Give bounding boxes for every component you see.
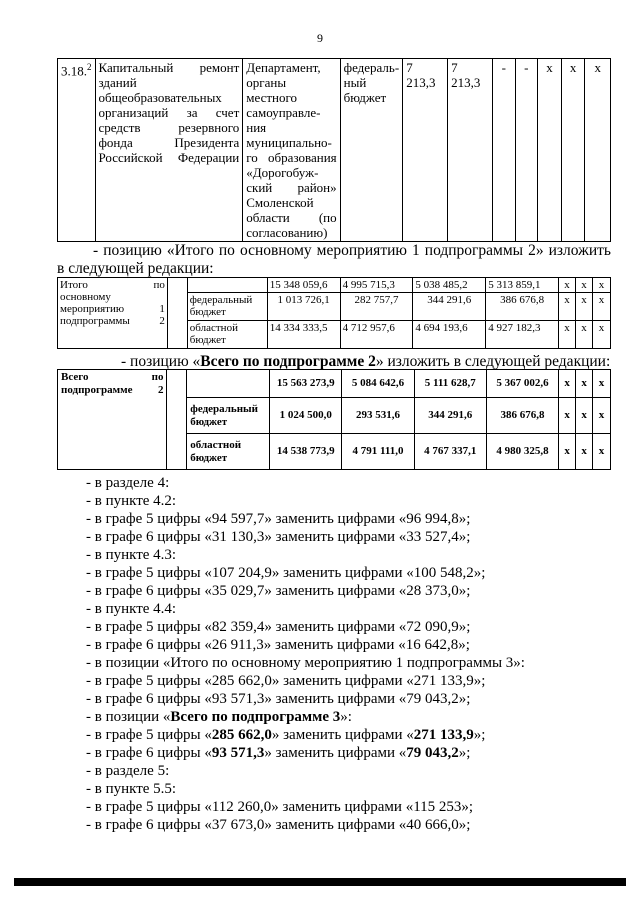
x-cell: x <box>592 293 610 321</box>
x-cell: x <box>561 59 585 242</box>
x-cell: x <box>576 370 593 398</box>
source-cell: областной бюджет <box>187 434 270 470</box>
cell-line: области (по <box>246 210 337 225</box>
cell-line: федераль- <box>343 60 400 75</box>
cell-line: Российской Федерации <box>98 150 240 165</box>
list-item: - в пункте 4.4: <box>86 601 177 617</box>
value-cell: 344 291,6 <box>414 398 486 434</box>
cell-line: средств резервного <box>98 120 240 135</box>
cell-line: общеобразовательных <box>98 90 222 105</box>
value-cell: 282 757,7 <box>340 293 413 321</box>
empty-cell <box>167 278 187 349</box>
cell-line: организаций за счет <box>98 105 240 120</box>
x-cell: x <box>576 293 593 321</box>
cell-line: согласованию) <box>246 225 328 240</box>
amendment-list <box>86 474 616 834</box>
list-item: - в графе 6 цифры «93 571,3» заменить цифрами «79 043,2»; <box>86 691 471 707</box>
cell-line: самоуправле- <box>246 105 321 120</box>
value-cell: 14 538 773,9 <box>270 434 342 470</box>
list-item: - в позиции «Итого по основному мероприятию 1 подпрограммы 3»: <box>86 655 525 671</box>
table-row <box>58 278 611 293</box>
source-cell: федеральный бюджет <box>187 398 270 434</box>
row-3-18-table <box>57 58 611 242</box>
cell-line: подпрограммы 2 <box>60 315 165 327</box>
value-cell: 14 334 333,5 <box>267 321 340 349</box>
cell-line: мероприятию 1 <box>60 303 165 315</box>
table-row <box>58 370 611 398</box>
value-cell: 5 038 485,2 <box>413 278 486 293</box>
cell-line: ский район» <box>246 180 337 195</box>
list-item: - в графе 5 цифры «107 204,9» заменить цифрами «100 548,2»; <box>86 565 486 581</box>
value-cell: 386 676,8 <box>486 293 559 321</box>
cell-line: основному <box>60 291 111 303</box>
x-cell: x <box>576 398 593 434</box>
value-cell: 5 367 002,6 <box>486 370 558 398</box>
value-cell: 4 791 111,0 <box>342 434 414 470</box>
x-cell: x <box>559 370 576 398</box>
cell-line: подпрограмме 2 <box>61 384 164 396</box>
x-cell: x <box>593 370 611 398</box>
cell-line: муниципально- <box>246 135 332 150</box>
list-item: - в графе 6 цифры «31 130,3» заменить цифрами «33 527,4»; <box>86 529 471 545</box>
bottom-scan-bar <box>14 878 626 886</box>
value-cell: 5 084 642,6 <box>342 370 414 398</box>
value-cell: 5 111 628,7 <box>414 370 486 398</box>
list-item: - в пункте 4.3: <box>86 547 177 563</box>
value-cell: 4 995 715,3 <box>340 278 413 293</box>
x-cell: x <box>585 59 611 242</box>
value-cell: 1 013 726,1 <box>267 293 340 321</box>
cell-line: го образования <box>246 150 337 165</box>
funding-source <box>340 59 403 242</box>
value-cell: 4 694 193,6 <box>413 321 486 349</box>
list-item: - в графе 5 цифры «82 359,4» заменить цифрами «72 090,9»; <box>86 619 471 635</box>
source-cell: областной бюджет <box>187 321 267 349</box>
cell-line: зданий <box>98 75 137 90</box>
x-cell: x <box>576 278 593 293</box>
x-cell: x <box>593 398 611 434</box>
value-cell: 7 213,3 <box>403 59 448 242</box>
list-item: - в пункте 4.2: <box>86 493 177 509</box>
list-item: - в разделе 5: <box>86 763 170 779</box>
value-cell: 293 531,6 <box>342 398 414 434</box>
x-cell: x <box>559 293 576 321</box>
list-item: - в графе 5 цифры «94 597,7» заменить цифрами «96 994,8»; <box>86 511 471 527</box>
x-cell: x <box>592 278 610 293</box>
page-number: 9 <box>317 31 323 45</box>
cell-line: ный <box>343 75 367 90</box>
value-cell: 344 291,6 <box>413 293 486 321</box>
table-row <box>58 59 611 242</box>
x-cell: x <box>559 278 576 293</box>
list-item: - в позиции «Всего по подпрограмме 3»: <box>86 709 352 725</box>
value-cell: - <box>515 59 538 242</box>
cell-line: Департамент, <box>246 60 321 75</box>
list-item: - в графе 6 цифры «37 673,0» заменить цифрами «40 666,0»; <box>86 817 471 833</box>
cell-line: органы <box>246 75 287 90</box>
value-cell: 386 676,8 <box>486 398 558 434</box>
x-cell: x <box>538 59 562 242</box>
list-item: - в графе 6 цифры «93 571,3» заменить цифрами «79 043,2»; <box>86 745 471 761</box>
cell-line: «Дорогобуж- <box>246 165 319 180</box>
paragraph-vsego: - позицию «Всего по подпрограмме 2» изложить в следующей редакции: <box>121 353 611 370</box>
cell-line: Итого по <box>60 279 165 291</box>
itogo-label <box>58 278 168 349</box>
value-cell: 4 927 182,3 <box>486 321 559 349</box>
x-cell: x <box>593 434 611 470</box>
cell-line: местного <box>246 90 298 105</box>
cell-line: Смоленской <box>246 195 314 210</box>
vsego-label <box>58 370 167 470</box>
list-item: - в графе 5 цифры «285 662,0» заменить цифрами «271 133,9»; <box>86 673 486 689</box>
x-cell: x <box>592 321 610 349</box>
paragraph-itogo: - позицию «Итого по основному мероприятию 1 подпрограммы 2» изложить в следующей редакции: <box>57 242 611 277</box>
cell-line: бюджет <box>343 90 387 105</box>
itogo-table <box>57 277 611 349</box>
value-cell: 15 563 273,9 <box>270 370 342 398</box>
cell-line: ния <box>246 120 267 135</box>
source-cell <box>187 278 267 293</box>
row-number: 3.18.$^2$ <box>58 59 96 242</box>
value-cell: 15 348 059,6 <box>267 278 340 293</box>
x-cell: x <box>559 398 576 434</box>
list-item: - в графе 5 цифры «285 662,0» заменить цифрами «271 133,9»; <box>86 727 486 743</box>
executor <box>243 59 340 242</box>
source-cell <box>187 370 270 398</box>
value-cell: 4 980 325,8 <box>486 434 558 470</box>
list-item: - в графе 5 цифры «112 260,0» заменить цифрами «115 253»; <box>86 799 474 815</box>
x-cell: x <box>559 434 576 470</box>
value-cell: 1 024 500,0 <box>270 398 342 434</box>
source-cell: федеральный бюджет <box>187 293 267 321</box>
cell-line: Капитальный ремонт <box>98 60 240 75</box>
list-item: - в разделе 4: <box>86 475 170 491</box>
empty-cell <box>167 370 187 470</box>
list-item: - в графе 6 цифры «26 911,3» заменить цифрами «16 642,8»; <box>86 637 470 653</box>
value-cell: 7 213,3 <box>448 59 493 242</box>
x-cell: x <box>576 321 593 349</box>
cell-line: Всего по <box>61 371 164 383</box>
value-cell: - <box>492 59 515 242</box>
cell-line: фонда Президента <box>98 135 240 150</box>
value-cell: 4 712 957,6 <box>340 321 413 349</box>
list-item: - в графе 6 цифры «35 029,7» заменить цифрами «28 373,0»; <box>86 583 471 599</box>
x-cell: x <box>559 321 576 349</box>
x-cell: x <box>576 434 593 470</box>
measure-name <box>95 59 243 242</box>
value-cell: 5 313 859,1 <box>486 278 559 293</box>
value-cell: 4 767 337,1 <box>414 434 486 470</box>
vsego-table <box>57 369 611 470</box>
list-item: - в пункте 5.5: <box>86 781 177 797</box>
